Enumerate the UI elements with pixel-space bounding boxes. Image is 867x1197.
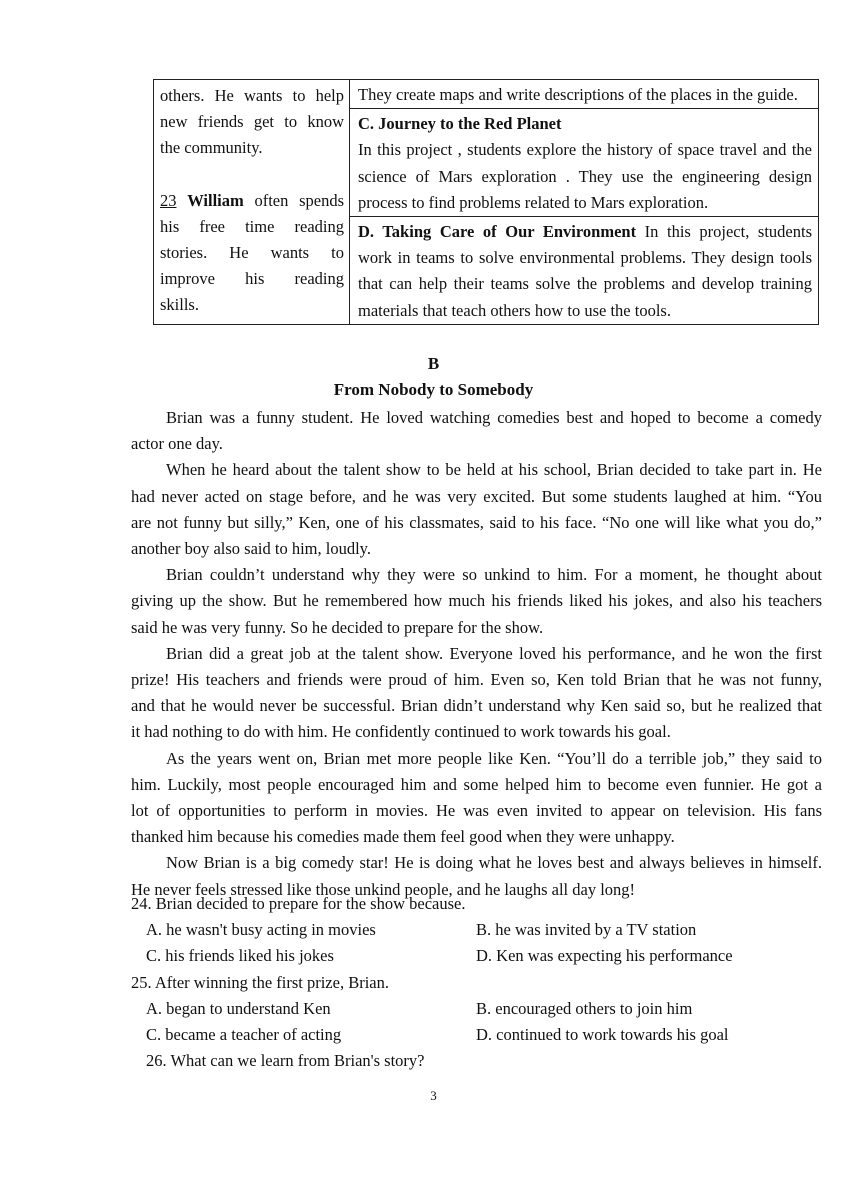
student-line: skills. [160, 295, 199, 315]
question-26-stem: 26. What can we learn from Brian's story? [146, 1051, 425, 1071]
passage-line: him. Luckily, most people encouraged him and some helped him to become even funnier. He got a [131, 774, 822, 794]
paragraph [131, 562, 822, 641]
option-d[interactable]: D. continued to work towards his goal [476, 1025, 729, 1045]
passage-line: giving up the show. But he remembered how much his friends liked his jokes, and also his teachers [131, 591, 822, 611]
paragraph [131, 641, 822, 746]
passage-line: He never feels stressed like those unkind people, and he laughs all day long! [131, 879, 636, 899]
question-25-stem: 25. After winning the first prize, Brian. [131, 972, 389, 992]
passage-line: Brian was a funny student. He loved watching comedies best and hoped to become a comedy [166, 408, 822, 427]
question-24-stem: 24. Brian decided to prepare for the show because. [131, 894, 466, 913]
project-line: In this project, students [636, 222, 812, 242]
student-line: his free time reading [160, 216, 344, 236]
passage-line: thanked him because his comedies made them feel good when they were unhappy. [131, 827, 675, 847]
project-d-cell [350, 217, 819, 325]
paragraph [131, 405, 822, 457]
option-d[interactable]: D. Ken was expecting his performance [476, 946, 733, 966]
passage [131, 405, 822, 903]
section-letter: B [427, 354, 440, 373]
passage-line: and that he would never be successful. Brian didn’t understand why Ken said so, but he realized that [131, 696, 822, 716]
question-25-options-row2 [131, 1022, 822, 1048]
students-column [154, 80, 350, 325]
passage-line: As the years went on, Brian met more people like Ken. “You’ll do a terrible job,” they said to [166, 748, 822, 768]
option-c[interactable]: C. became a teacher of acting [146, 1025, 342, 1045]
passage-line: actor one day. [131, 434, 223, 454]
project-table [153, 79, 819, 325]
passage-line: said he was very funny. So he decided to prepare for the show. [131, 617, 544, 637]
passage-line: When he heard about the talent show to be held at his school, Brian decided to take part in. He [166, 460, 822, 480]
passage-line: Now Brian is a big comedy star! He is doing what he loves best and always believes in himself. [166, 853, 822, 873]
student-line: others. He wants to help [160, 86, 344, 105]
question-number-blank: 23 [160, 190, 177, 210]
passage-line: prize! His teachers and friends were proud of him. Even so, Ken told Brian that he was not funny, [131, 670, 822, 690]
passage-line: had never acted on stage before, and he was very excited. But some students laughed at him. “You [131, 486, 822, 506]
project-title: C. Journey to the Red Planet [358, 114, 562, 134]
paragraph [131, 746, 822, 851]
student-line: the community. [160, 138, 263, 158]
student-entry-william [160, 188, 344, 319]
student-line: new friends get to know [160, 112, 344, 132]
student-name: William [187, 190, 244, 210]
project-d [350, 217, 818, 324]
project-b-tail-cell [350, 80, 819, 109]
project-c-cell [350, 109, 819, 217]
project-title: D. Taking Care of Our Environment [358, 222, 637, 242]
paragraph [131, 457, 822, 562]
passage-title: From Nobody to Somebody [333, 380, 534, 399]
option-a[interactable]: A. began to understand Ken [146, 998, 331, 1018]
project-line: In this project , students explore the history of space travel and the [358, 140, 812, 160]
project-line: process to find problems related to Mars exploration. [358, 192, 709, 212]
project-b-tail: They create maps and write descriptions of the places in the guide. [358, 85, 798, 104]
option-b[interactable]: B. he was invited by a TV station [476, 920, 697, 940]
option-a[interactable]: A. he wasn't busy acting in movies [146, 920, 376, 940]
passage-line: another boy also said to him, loudly. [131, 539, 371, 559]
passage-line: lot of opportunities to perform in movies. He was even invited to appear on television. His fans [131, 801, 822, 821]
passage-line: are not funny but silly,” Ken, one of his classmates, said to his face. “No one will like what you do,” [131, 512, 822, 532]
student-entry-previous [160, 83, 344, 162]
questions [131, 891, 822, 1074]
project-line: science of Mars exploration . They use the engineering design [358, 166, 812, 186]
student-line: often spends [243, 190, 345, 210]
student-line: improve his reading [160, 269, 344, 289]
project-line: that can help their teams solve the problems and develop training [358, 274, 812, 294]
question-25-options-row1 [131, 996, 822, 1022]
project-line: work in teams to solve environmental problems. They design tools [358, 248, 812, 268]
student-line: stories. He wants to [160, 243, 344, 263]
passage-line: Brian couldn’t understand why they were so unkind to him. For a moment, he thought about [166, 565, 822, 585]
option-b[interactable]: B. encouraged others to join him [476, 998, 693, 1018]
question-24-options-row2 [131, 943, 822, 969]
passage-line: it had nothing to do with him. He confidently continued to work towards his goal. [131, 722, 671, 742]
option-c[interactable]: C. his friends liked his jokes [146, 946, 334, 966]
question-24-options-row1 [131, 917, 822, 943]
project-line: materials that teach others how to use the tools. [358, 300, 671, 320]
page-number: 3 [430, 1088, 437, 1103]
passage-line: Brian did a great job at the talent show. Everyone loved his performance, and he won the first [166, 643, 822, 663]
project-c [350, 109, 818, 216]
